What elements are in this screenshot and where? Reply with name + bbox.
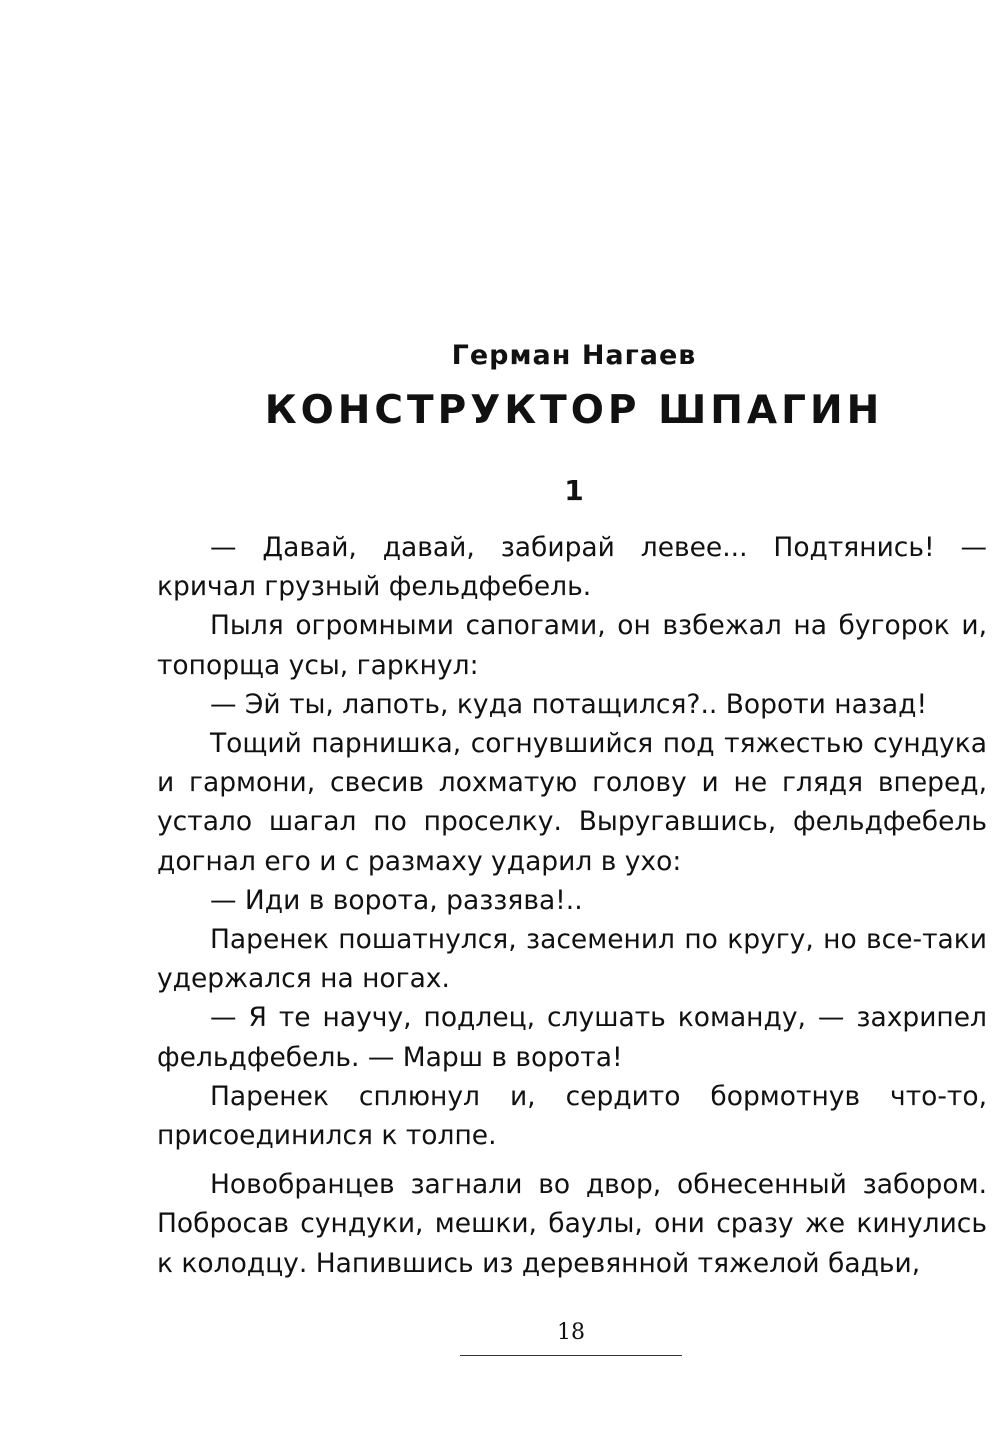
page-number: 18: [557, 1320, 585, 1345]
paragraph: — Я те научу, подлец, слушать команду, — захрипел фельдфебель. — Марш в ворота!: [157, 1002, 987, 1073]
paragraph: — Эй ты, лапоть, куда потащился?.. Вороти назад!: [210, 688, 928, 720]
book-title: КОНСТРУКТОР ШПАГИН: [264, 388, 884, 433]
chapter-number: 1: [564, 474, 584, 507]
paragraph: Пыля огромными сапогами, он взбежал на бугорок и, топорща усы, гаркнул:: [157, 610, 987, 681]
author-name: Герман Нагаев: [451, 340, 697, 371]
paragraph: — Давай, давай, забирай левее... Подтянись! — кричал грузный фельдфебель.: [157, 532, 987, 603]
body-text: [157, 528, 987, 1283]
paragraph: — Иди в ворота, раззява!..: [210, 884, 583, 916]
paragraph: Паренек пошатнулся, засеменил по кругу, но все-таки удержался на ногах.: [157, 924, 987, 995]
paragraph: Паренек сплюнул и, сердито бормотнув что-то, присоединился к толпе.: [157, 1080, 987, 1152]
footer-rule: [460, 1355, 682, 1356]
paragraph: Тощий парнишка, согнувшийся под тяжестью сундука и гармони, свесив лохматую голову и не глядя вперед, устало шагал по проселку. Выругавшись, фельдфебель догнал его и с размаху ударил в ухо:: [157, 728, 987, 877]
paragraph: Новобранцев загнали во двор, обнесенный забором. Побросав сундуки, мешки, баулы, они сразу же кинулись к колодцу. Напившись из деревянной тяжелой бадьи,: [157, 1169, 987, 1279]
